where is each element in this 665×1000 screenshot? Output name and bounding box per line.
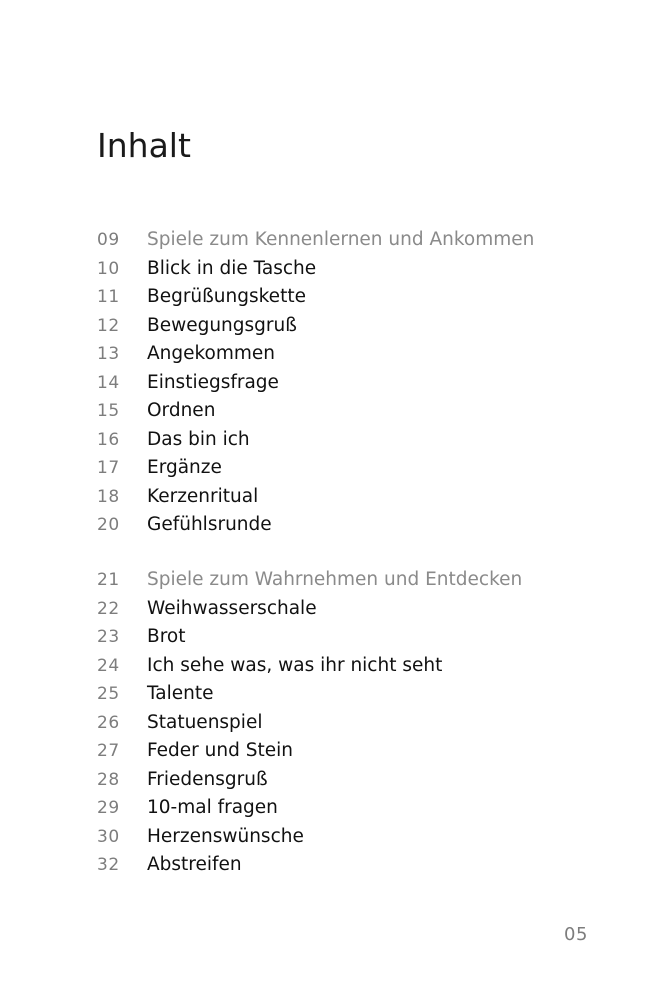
toc-entry — [97, 483, 577, 512]
toc-entry — [97, 851, 577, 880]
toc-page-number: 14 — [97, 372, 120, 393]
toc-section-kennenlernen — [97, 226, 577, 540]
toc-page-number: 13 — [97, 344, 120, 364]
toc-entry — [97, 426, 577, 455]
toc-entry — [97, 595, 577, 624]
toc-entry-text: Statuenspiel — [147, 711, 263, 733]
toc-page-number: 24 — [97, 655, 120, 676]
toc-entry-text: Weihwasserschale — [147, 597, 317, 619]
toc-page-number: 29 — [97, 798, 120, 818]
toc-entry-text: Ordnen — [147, 400, 216, 421]
toc-entry-text: Blick in die Tasche — [147, 257, 317, 279]
toc-entry — [97, 823, 577, 852]
toc-entry-text: Angekommen — [147, 343, 276, 364]
toc-entry — [97, 794, 577, 823]
toc-heading-text: Spiele zum Wahrnehmen und Entdecken — [147, 569, 523, 590]
toc-section-heading — [97, 226, 577, 255]
toc-entry — [97, 369, 577, 398]
toc-entry-text: Brot — [147, 626, 186, 647]
toc-page-number: 15 — [97, 401, 120, 421]
toc-page-number: 25 — [97, 684, 120, 704]
toc-entry-text: Feder und Stein — [147, 740, 293, 761]
toc-page-number: 09 — [97, 230, 120, 250]
toc-page-number: 12 — [97, 315, 120, 336]
toc-page-number: 18 — [97, 486, 120, 507]
toc-page-number: 32 — [97, 855, 120, 875]
toc-entry — [97, 737, 577, 766]
toc-entry-text: Kerzenritual — [147, 485, 259, 507]
toc-entry-text: Talente — [147, 683, 214, 704]
toc-entry-text: Friedensgruß — [147, 768, 268, 790]
page-number: 05 — [564, 924, 588, 945]
toc-page-number: 28 — [97, 769, 120, 790]
toc-section-wahrnehmen — [97, 566, 577, 880]
toc-section-heading — [97, 566, 577, 595]
toc-entry-text: Ergänze — [147, 457, 222, 478]
toc-entry — [97, 340, 577, 369]
toc-page-number: 17 — [97, 458, 120, 478]
toc-page-number: 10 — [97, 258, 120, 279]
toc-heading-text: Spiele zum Kennenlernen und Ankommen — [147, 229, 535, 250]
toc-entry-text: Gefühlsrunde — [147, 514, 272, 535]
toc-entry — [97, 397, 577, 426]
toc-entry — [97, 709, 577, 738]
toc-page-number: 11 — [97, 287, 120, 307]
toc-entry-text: Das bin ich — [147, 428, 250, 450]
toc-entry — [97, 283, 577, 312]
page-title: Inhalt — [97, 126, 191, 165]
toc-entry — [97, 454, 577, 483]
toc-entry-text: Abstreifen — [147, 854, 242, 875]
toc-page-number: 30 — [97, 826, 120, 847]
toc-page-number: 16 — [97, 429, 120, 450]
toc-entry-text: Einstiegsfrage — [147, 371, 279, 393]
toc-entry — [97, 623, 577, 652]
toc-entry-text: Herzenswünsche — [147, 825, 304, 847]
toc-page-number: 27 — [97, 741, 120, 761]
toc-page-number: 21 — [97, 570, 120, 590]
toc-entry-text: Ich sehe was, was ihr nicht seht — [147, 654, 443, 676]
toc-entry-text: 10-mal fragen — [147, 797, 278, 818]
toc-entry — [97, 680, 577, 709]
toc-entry — [97, 766, 577, 795]
toc-page-number: 20 — [97, 515, 120, 535]
toc-page-number: 23 — [97, 627, 120, 647]
toc-entry — [97, 312, 577, 341]
toc-entry-text: Begrüßungskette — [147, 286, 306, 307]
toc-page-number: 22 — [97, 598, 120, 619]
toc-entry — [97, 255, 577, 284]
toc-page-number: 26 — [97, 712, 120, 733]
toc-entry — [97, 652, 577, 681]
toc-entry — [97, 511, 577, 540]
toc-entry-text: Bewegungsgruß — [147, 314, 297, 336]
